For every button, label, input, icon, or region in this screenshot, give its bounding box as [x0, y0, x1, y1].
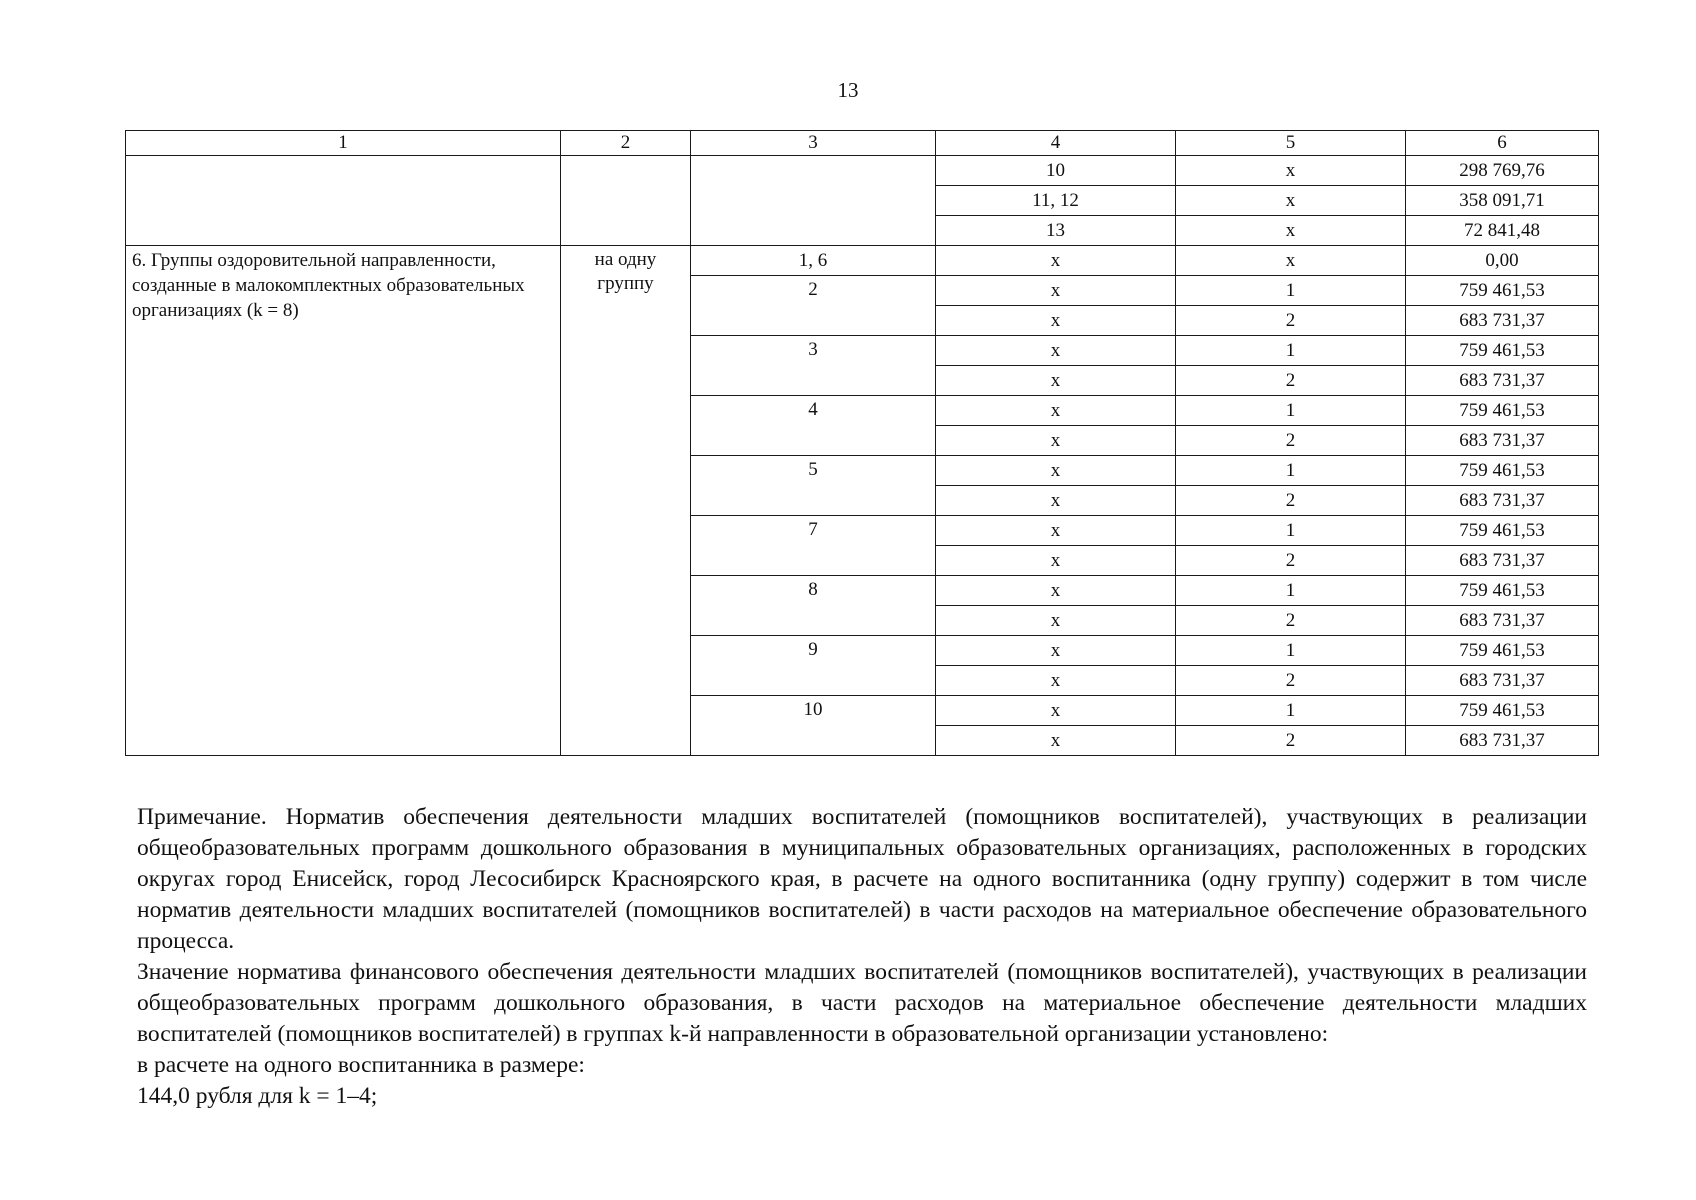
table-cell: 759 461,53	[1406, 636, 1599, 666]
group-number-cell: 8	[691, 576, 936, 636]
note-paragraph: Значение норматива финансового обеспечения деятельности младших воспитателей (помощников воспитателей), участвующих в реализации общеобразовательных программ дошкольного образования, в части расходов на материальное обеспечение деятельности младших воспитателей (помощников воспитателей) в группах k-й направленности в образовательной организации установлено:	[137, 959, 1587, 1047]
table-cell: 72 841,48	[1406, 216, 1599, 246]
table-cell: х	[936, 336, 1176, 366]
table-cell: 1	[1176, 516, 1406, 546]
table-cell: 683 731,37	[1406, 726, 1599, 756]
table-cell: х	[936, 456, 1176, 486]
table-cell: 2	[1176, 486, 1406, 516]
table-cell: 683 731,37	[1406, 666, 1599, 696]
norms-table	[125, 130, 1599, 756]
table-cell: х	[936, 516, 1176, 546]
table-cell: х	[936, 666, 1176, 696]
table-cell: 1	[1176, 276, 1406, 306]
group-number-cell: 3	[691, 336, 936, 396]
table-cell: 759 461,53	[1406, 576, 1599, 606]
table-cell: 683 731,37	[1406, 426, 1599, 456]
table-cell: х	[936, 246, 1176, 276]
section-unit: на одну группу	[561, 246, 691, 756]
table-cell: 2	[1176, 426, 1406, 456]
table-cell: х	[936, 636, 1176, 666]
table-header-row	[126, 131, 1599, 156]
header-cell: 4	[936, 131, 1176, 156]
table-cell: х	[936, 546, 1176, 576]
table-cell: х	[936, 576, 1176, 606]
table-row	[126, 246, 1599, 276]
group-number-cell: 10	[691, 696, 936, 756]
table-cell: х	[936, 306, 1176, 336]
table-cell: 759 461,53	[1406, 336, 1599, 366]
note-paragraph: 144,0 рубля для k = 1–4;	[137, 1083, 378, 1109]
table-cell: х	[936, 726, 1176, 756]
table-row	[126, 156, 1599, 186]
notes-section	[137, 802, 1587, 1112]
table-cell: 0,00	[1406, 246, 1599, 276]
table-cell: 298 769,76	[1406, 156, 1599, 186]
continuation-unit-cell	[561, 156, 691, 246]
table-cell: 2	[1176, 366, 1406, 396]
table-cell: 683 731,37	[1406, 606, 1599, 636]
table-cell: х	[936, 486, 1176, 516]
table-cell: 1	[1176, 576, 1406, 606]
table-cell: 683 731,37	[1406, 306, 1599, 336]
page-number: 13	[837, 78, 859, 102]
table-cell: х	[936, 396, 1176, 426]
header-cell: 1	[126, 131, 561, 156]
table-cell: 11, 12	[936, 186, 1176, 216]
table-cell: 2	[1176, 606, 1406, 636]
table-cell: 683 731,37	[1406, 486, 1599, 516]
table-cell: 683 731,37	[1406, 546, 1599, 576]
table-cell: 1	[1176, 336, 1406, 366]
group-number-cell: 7	[691, 516, 936, 576]
note-paragraph: Примечание. Норматив обеспечения деятельности младших воспитателей (помощников воспитателей), участвующих в реализации общеобразовательных программ дошкольного образования в муниципальных образовательных организациях, расположенных в городских округах город Енисейск, город Лесосибирск Красноярского края, в расчете на одного воспитанника (одну группу) содержит в том числе норматив деятельности младших воспитателей (помощников воспитателей) в части расходов на материальное обеспечение образовательного процесса.	[137, 804, 1587, 954]
section-description: 6. Группы оздоровительной направленности, созданные в малокомплектных образовательных организациях (k = 8)	[126, 246, 561, 756]
continuation-description-cell	[126, 156, 561, 246]
group-number-cell: 9	[691, 636, 936, 696]
table-cell: 759 461,53	[1406, 276, 1599, 306]
table-cell: 2	[1176, 666, 1406, 696]
header-cell: 5	[1176, 131, 1406, 156]
table-cell: 1	[1176, 396, 1406, 426]
table-cell: 1	[1176, 636, 1406, 666]
table-cell: 1	[1176, 696, 1406, 726]
table-cell: 759 461,53	[1406, 516, 1599, 546]
table-cell: х	[1176, 216, 1406, 246]
table-cell: х	[1176, 156, 1406, 186]
table-cell: х	[1176, 186, 1406, 216]
table-cell: х	[936, 366, 1176, 396]
table-cell: 10	[936, 156, 1176, 186]
note-paragraph: в расчете на одного воспитанника в размере:	[137, 1052, 585, 1078]
table-cell: 13	[936, 216, 1176, 246]
table-cell: 1	[1176, 456, 1406, 486]
table-cell: 2	[1176, 726, 1406, 756]
header-cell: 6	[1406, 131, 1599, 156]
table-cell: 2	[1176, 306, 1406, 336]
table-cell: 759 461,53	[1406, 456, 1599, 486]
header-cell: 3	[691, 131, 936, 156]
table-cell: 358 091,71	[1406, 186, 1599, 216]
table-cell: х	[1176, 246, 1406, 276]
table-cell: 759 461,53	[1406, 696, 1599, 726]
table-cell: 1, 6	[691, 246, 936, 276]
continuation-group-cell	[691, 156, 936, 246]
table-cell: х	[936, 696, 1176, 726]
table-cell: х	[936, 426, 1176, 456]
group-number-cell: 5	[691, 456, 936, 516]
table-cell: х	[936, 606, 1176, 636]
table-cell: 2	[1176, 546, 1406, 576]
table-cell: 683 731,37	[1406, 366, 1599, 396]
header-cell: 2	[561, 131, 691, 156]
group-number-cell: 2	[691, 276, 936, 336]
table-cell: 759 461,53	[1406, 396, 1599, 426]
group-number-cell: 4	[691, 396, 936, 456]
table-cell: х	[936, 276, 1176, 306]
